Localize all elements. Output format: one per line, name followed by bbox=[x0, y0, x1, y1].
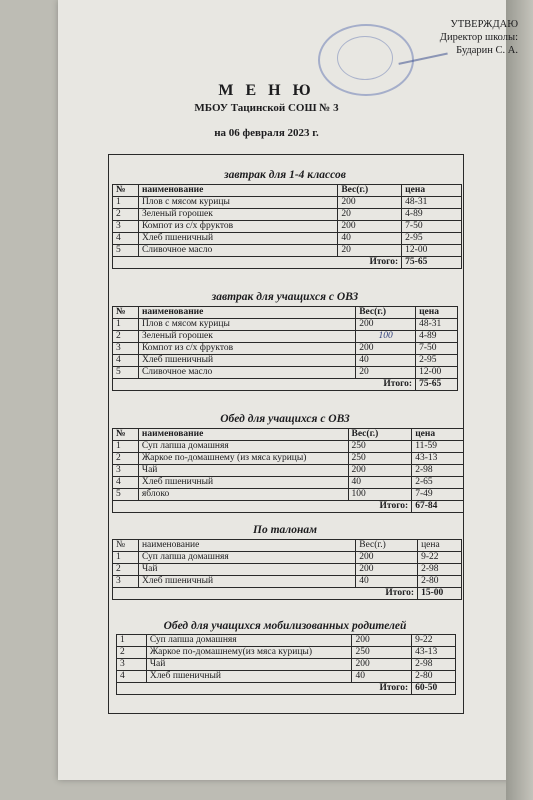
cell-weight: 20 bbox=[338, 209, 402, 221]
table-row bbox=[113, 331, 458, 343]
total-label: Итого: bbox=[113, 379, 416, 391]
section-title: завтрак для 1-4 классов bbox=[224, 169, 346, 181]
menu-date: на 06 февраля 2023 г. bbox=[214, 127, 319, 139]
table-row bbox=[113, 355, 458, 367]
cell-num: 5 bbox=[113, 489, 139, 501]
cell-name: Сливочное масло bbox=[138, 367, 355, 379]
cell-weight: 20 bbox=[356, 367, 416, 379]
cell-num: 4 bbox=[113, 477, 139, 489]
cell-weight: 200 bbox=[338, 197, 402, 209]
col-num: № bbox=[113, 429, 139, 441]
cell-num: 1 bbox=[117, 635, 147, 647]
cell-name: Плов с мясом курицы bbox=[138, 197, 337, 209]
col-weight: Вес(г.) bbox=[356, 540, 418, 552]
table-row bbox=[113, 245, 462, 257]
cell-name: Чай bbox=[146, 659, 352, 671]
col-name: наименование bbox=[138, 540, 355, 552]
section-title: По талонам bbox=[253, 524, 317, 536]
cell-num: 2 bbox=[113, 564, 139, 576]
cell-weight: 40 bbox=[348, 477, 412, 489]
col-weight: Вес(г.) bbox=[348, 429, 412, 441]
cell-num: 1 bbox=[113, 552, 139, 564]
cell-weight: 20 bbox=[338, 245, 402, 257]
cell-weight: 200 bbox=[356, 319, 416, 331]
cell-weight: 200 bbox=[356, 564, 418, 576]
table-row bbox=[113, 477, 464, 489]
col-price: цена bbox=[416, 307, 458, 319]
section-title: Обед для учащихся мобилизованных родителей bbox=[163, 620, 407, 632]
cell-price: 9-22 bbox=[418, 552, 462, 564]
cell-weight: 200 bbox=[348, 465, 412, 477]
total-value: 15-00 bbox=[418, 588, 462, 600]
cell-weight: 40 bbox=[356, 576, 418, 588]
school-seal-inner bbox=[337, 36, 393, 80]
cell-price: 4-89 bbox=[416, 331, 458, 343]
cell-price: 7-50 bbox=[402, 221, 462, 233]
table-header-row bbox=[113, 185, 462, 197]
col-name: наименование bbox=[138, 307, 355, 319]
col-price: цена bbox=[412, 429, 464, 441]
cell-name: Суп лапша домашняя bbox=[138, 441, 348, 453]
section-title: завтрак для учащихся с ОВЗ bbox=[211, 291, 359, 303]
table-row bbox=[117, 635, 456, 647]
table-row bbox=[113, 564, 462, 576]
cell-weight: 40 bbox=[352, 671, 412, 683]
table-row bbox=[113, 343, 458, 355]
cell-weight: 250 bbox=[348, 453, 412, 465]
cell-price: 2-98 bbox=[412, 659, 456, 671]
approval-line-3: Бударин С. А. bbox=[456, 45, 518, 56]
cell-weight: 200 bbox=[338, 221, 402, 233]
school-name: МБОУ Тацинской СОШ № 3 bbox=[194, 102, 339, 114]
menu-table bbox=[116, 634, 456, 695]
cell-num: 3 bbox=[117, 659, 147, 671]
col-price: цена bbox=[418, 540, 462, 552]
cell-price: 7-49 bbox=[412, 489, 464, 501]
col-num: № bbox=[113, 540, 139, 552]
table-row bbox=[113, 453, 464, 465]
table-row bbox=[113, 221, 462, 233]
cell-num: 4 bbox=[117, 671, 147, 683]
cell-name: Чай bbox=[138, 465, 348, 477]
cell-weight: 40 bbox=[338, 233, 402, 245]
table-row bbox=[113, 489, 464, 501]
cell-name: Суп лапша домашняя bbox=[138, 552, 355, 564]
total-label: Итого: bbox=[113, 588, 418, 600]
total-value: 60-50 bbox=[412, 683, 456, 695]
total-value: 75-65 bbox=[416, 379, 458, 391]
cell-name: яблоко bbox=[138, 489, 348, 501]
cell-weight: 100 bbox=[348, 489, 412, 501]
total-value: 75-65 bbox=[402, 257, 462, 269]
cell-weight: 200 bbox=[356, 343, 416, 355]
cell-num: 2 bbox=[117, 647, 147, 659]
cell-weight: 100 bbox=[356, 331, 416, 343]
col-weight: Вес(г.) bbox=[356, 307, 416, 319]
table-row bbox=[113, 465, 464, 477]
table-row bbox=[113, 441, 464, 453]
cell-name: Плов с мясом курицы bbox=[138, 319, 355, 331]
cell-weight: 250 bbox=[348, 441, 412, 453]
approval-block bbox=[418, 18, 518, 57]
cell-num: 3 bbox=[113, 576, 139, 588]
cell-num: 4 bbox=[113, 355, 139, 367]
cell-name: Хлеб пшеничный bbox=[138, 477, 348, 489]
cell-num: 2 bbox=[113, 209, 139, 221]
cell-num: 1 bbox=[113, 319, 139, 331]
cell-weight: 200 bbox=[352, 635, 412, 647]
table-row bbox=[113, 319, 458, 331]
cell-name: Хлеб пшеничный bbox=[138, 355, 355, 367]
menu-table bbox=[112, 428, 464, 513]
approval-line-1: УТВЕРЖДАЮ bbox=[450, 19, 518, 30]
cell-name: Хлеб пшеничный bbox=[138, 233, 337, 245]
table-header-row bbox=[113, 307, 458, 319]
table-row bbox=[113, 552, 462, 564]
col-name: наименование bbox=[138, 429, 348, 441]
table-row bbox=[113, 233, 462, 245]
cell-name: Жаркое по-домашнему (из мяса курицы) bbox=[138, 453, 348, 465]
cell-price: 12-00 bbox=[416, 367, 458, 379]
cell-num: 1 bbox=[113, 441, 139, 453]
cell-num: 3 bbox=[113, 465, 139, 477]
approval-line-2: Директор школы: bbox=[439, 32, 518, 43]
cell-name: Зеленый горошек bbox=[138, 209, 337, 221]
section-title: Обед для учащихся с ОВЗ bbox=[220, 413, 350, 425]
cell-weight: 40 bbox=[356, 355, 416, 367]
cell-name: Сливочное масло bbox=[138, 245, 337, 257]
total-row bbox=[113, 501, 464, 513]
total-label: Итого: bbox=[113, 501, 412, 513]
table-header-row bbox=[113, 429, 464, 441]
cell-num: 2 bbox=[113, 331, 139, 343]
cell-price: 2-65 bbox=[412, 477, 464, 489]
total-row bbox=[113, 257, 462, 269]
cell-price: 4-89 bbox=[402, 209, 462, 221]
cell-num: 4 bbox=[113, 233, 139, 245]
col-num: № bbox=[113, 185, 139, 197]
cell-weight: 200 bbox=[352, 659, 412, 671]
total-row bbox=[113, 588, 462, 600]
cell-name: Хлеб пшеничный bbox=[146, 671, 352, 683]
cell-price: 11-59 bbox=[412, 441, 464, 453]
table-row bbox=[113, 576, 462, 588]
cell-num: 3 bbox=[113, 343, 139, 355]
table-row bbox=[117, 671, 456, 683]
cell-name: Чай bbox=[138, 564, 355, 576]
cell-weight: 200 bbox=[356, 552, 418, 564]
cell-name: Суп лапша домашняя bbox=[146, 635, 352, 647]
menu-table bbox=[112, 184, 462, 269]
cell-name: Компот из с/х фруктов bbox=[138, 221, 337, 233]
cell-price: 7-50 bbox=[416, 343, 458, 355]
table-row bbox=[113, 209, 462, 221]
cell-name: Хлеб пшеничный bbox=[138, 576, 355, 588]
table-row bbox=[117, 659, 456, 671]
total-row bbox=[117, 683, 456, 695]
cell-num: 2 bbox=[113, 453, 139, 465]
cell-num: 1 bbox=[113, 197, 139, 209]
cell-price: 2-95 bbox=[402, 233, 462, 245]
cell-price: 9-22 bbox=[412, 635, 456, 647]
total-label: Итого: bbox=[113, 257, 402, 269]
cell-price: 48-31 bbox=[402, 197, 462, 209]
total-row bbox=[113, 379, 458, 391]
cell-name: Жаркое по-домашнему(из мяса курицы) bbox=[146, 647, 352, 659]
table-row bbox=[113, 197, 462, 209]
table-header-row bbox=[113, 540, 462, 552]
cell-num: 5 bbox=[113, 367, 139, 379]
col-num: № bbox=[113, 307, 139, 319]
total-value: 67-84 bbox=[412, 501, 464, 513]
cell-weight: 250 bbox=[352, 647, 412, 659]
cell-price: 43-13 bbox=[412, 453, 464, 465]
cell-num: 5 bbox=[113, 245, 139, 257]
cell-price: 48-31 bbox=[416, 319, 458, 331]
cell-price: 2-80 bbox=[418, 576, 462, 588]
menu-table bbox=[112, 306, 458, 391]
col-weight: Вес(г.) bbox=[338, 185, 402, 197]
page-edge-shadow bbox=[506, 0, 533, 800]
cell-price: 2-98 bbox=[412, 465, 464, 477]
cell-price: 12-00 bbox=[402, 245, 462, 257]
menu-table bbox=[112, 539, 462, 600]
table-row bbox=[113, 367, 458, 379]
cell-price: 2-80 bbox=[412, 671, 456, 683]
cell-num: 3 bbox=[113, 221, 139, 233]
cell-name: Компот из с/х фруктов bbox=[138, 343, 355, 355]
cell-price: 2-98 bbox=[418, 564, 462, 576]
cell-price: 43-13 bbox=[412, 647, 456, 659]
cell-price: 2-95 bbox=[416, 355, 458, 367]
total-label: Итого: bbox=[117, 683, 412, 695]
page-title: М Е Н Ю bbox=[218, 82, 315, 99]
col-name: наименование bbox=[138, 185, 337, 197]
table-row bbox=[117, 647, 456, 659]
col-price: цена bbox=[402, 185, 462, 197]
cell-name: Зеленый горошек bbox=[138, 331, 355, 343]
